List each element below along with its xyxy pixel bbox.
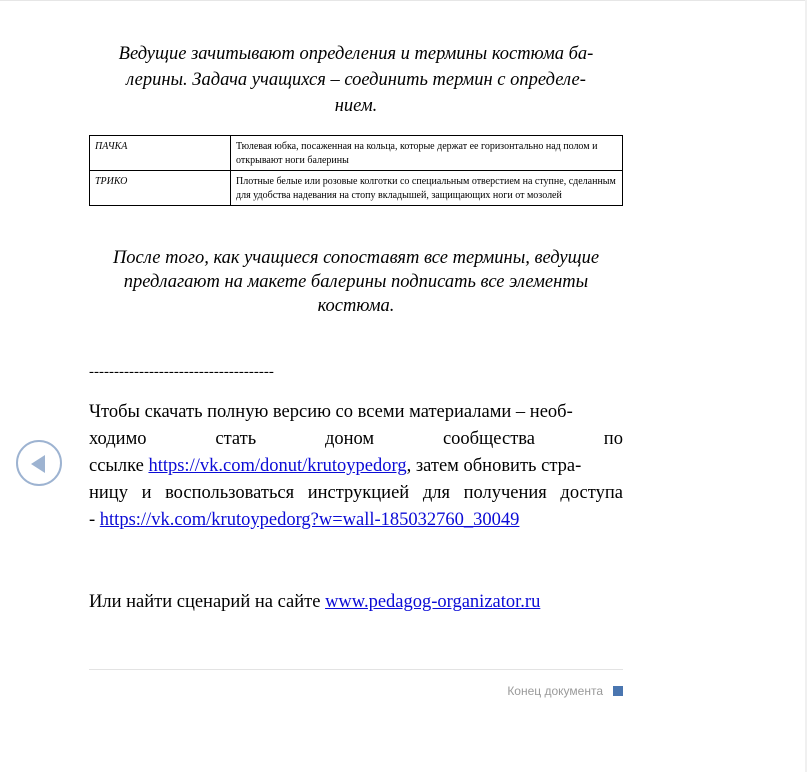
text-word: доступа: [560, 483, 623, 503]
site-paragraph: [89, 589, 623, 616]
definition-cell: Плотные белые или розовые колготки со специальным отверстием на ступне, сделанным для удобства надевания на стопу вкладышей, защищающих ноги от мозолей: [231, 171, 623, 206]
donut-link[interactable]: https://vk.com/donut/krutoypedorg: [148, 456, 407, 476]
text-after-link: , затем обновить стра-: [406, 456, 582, 476]
text-word: по: [603, 429, 623, 449]
text-word: ходимо: [89, 429, 147, 449]
text-word: и: [141, 483, 152, 503]
instruction-line: После того, как учащиеся сопоставят все термины, ведущие: [112, 248, 600, 268]
top-border: [0, 0, 807, 1]
text-line: [89, 399, 623, 426]
separator-line: -------------------------------------: [89, 364, 274, 380]
term-cell: ТРИКО: [90, 171, 231, 206]
instruction-line: костюма.: [317, 296, 395, 316]
text-word: стать: [215, 429, 257, 449]
site-text: Или найти сценарий на сайте: [89, 592, 326, 612]
text-word: воспользоваться: [165, 483, 295, 503]
end-marker-icon: [613, 686, 623, 696]
back-arrow-icon: [31, 455, 45, 473]
text-word: Чтобы скачать полную версию со всеми материалами – необ-: [89, 402, 573, 422]
text-line: [89, 507, 623, 534]
end-divider: [89, 669, 623, 670]
back-arrow-button[interactable]: [16, 440, 62, 486]
text-line: [89, 453, 623, 480]
text-before-link: -: [89, 510, 100, 530]
instruction-line: предлагают на макете балерины подписать все элементы: [123, 272, 589, 292]
end-label: Конец документа: [507, 684, 603, 698]
table-row: [90, 136, 623, 171]
text-segment: [89, 453, 581, 480]
text-line: [89, 426, 623, 453]
text-word: для: [422, 483, 450, 503]
intro-paragraph: [89, 41, 623, 119]
intro-line: нием.: [334, 96, 378, 116]
table-row: [90, 171, 623, 206]
text-word: ницу: [89, 483, 128, 503]
document-end: [89, 684, 623, 698]
instruction-paragraph: [89, 246, 623, 318]
intro-line: лерины. Задача учащихся – соединить термин с определе-: [126, 70, 586, 90]
wall-post-link[interactable]: https://vk.com/krutoypedorg?w=wall-185032760_30049: [99, 510, 520, 530]
text-word: сообщества: [442, 429, 535, 449]
site-link[interactable]: www.pedagog-organizator.ru: [325, 592, 541, 612]
text-line: [89, 480, 623, 507]
text-before-link: ссылке: [89, 456, 149, 476]
text-word: получения: [463, 483, 547, 503]
term-cell: ПАЧКА: [90, 136, 231, 171]
text-segment: [89, 507, 519, 534]
terms-table: [89, 135, 623, 206]
text-word: инструкцией: [307, 483, 410, 503]
intro-line: Ведущие зачитывают определения и термины костюма ба-: [118, 44, 594, 64]
definition-cell: Тюлевая юбка, посаженная на кольца, которые держат ее горизонтально над полом и открывают ноги балерины: [231, 136, 623, 171]
download-paragraph: [89, 399, 623, 534]
text-word: доном: [324, 429, 375, 449]
